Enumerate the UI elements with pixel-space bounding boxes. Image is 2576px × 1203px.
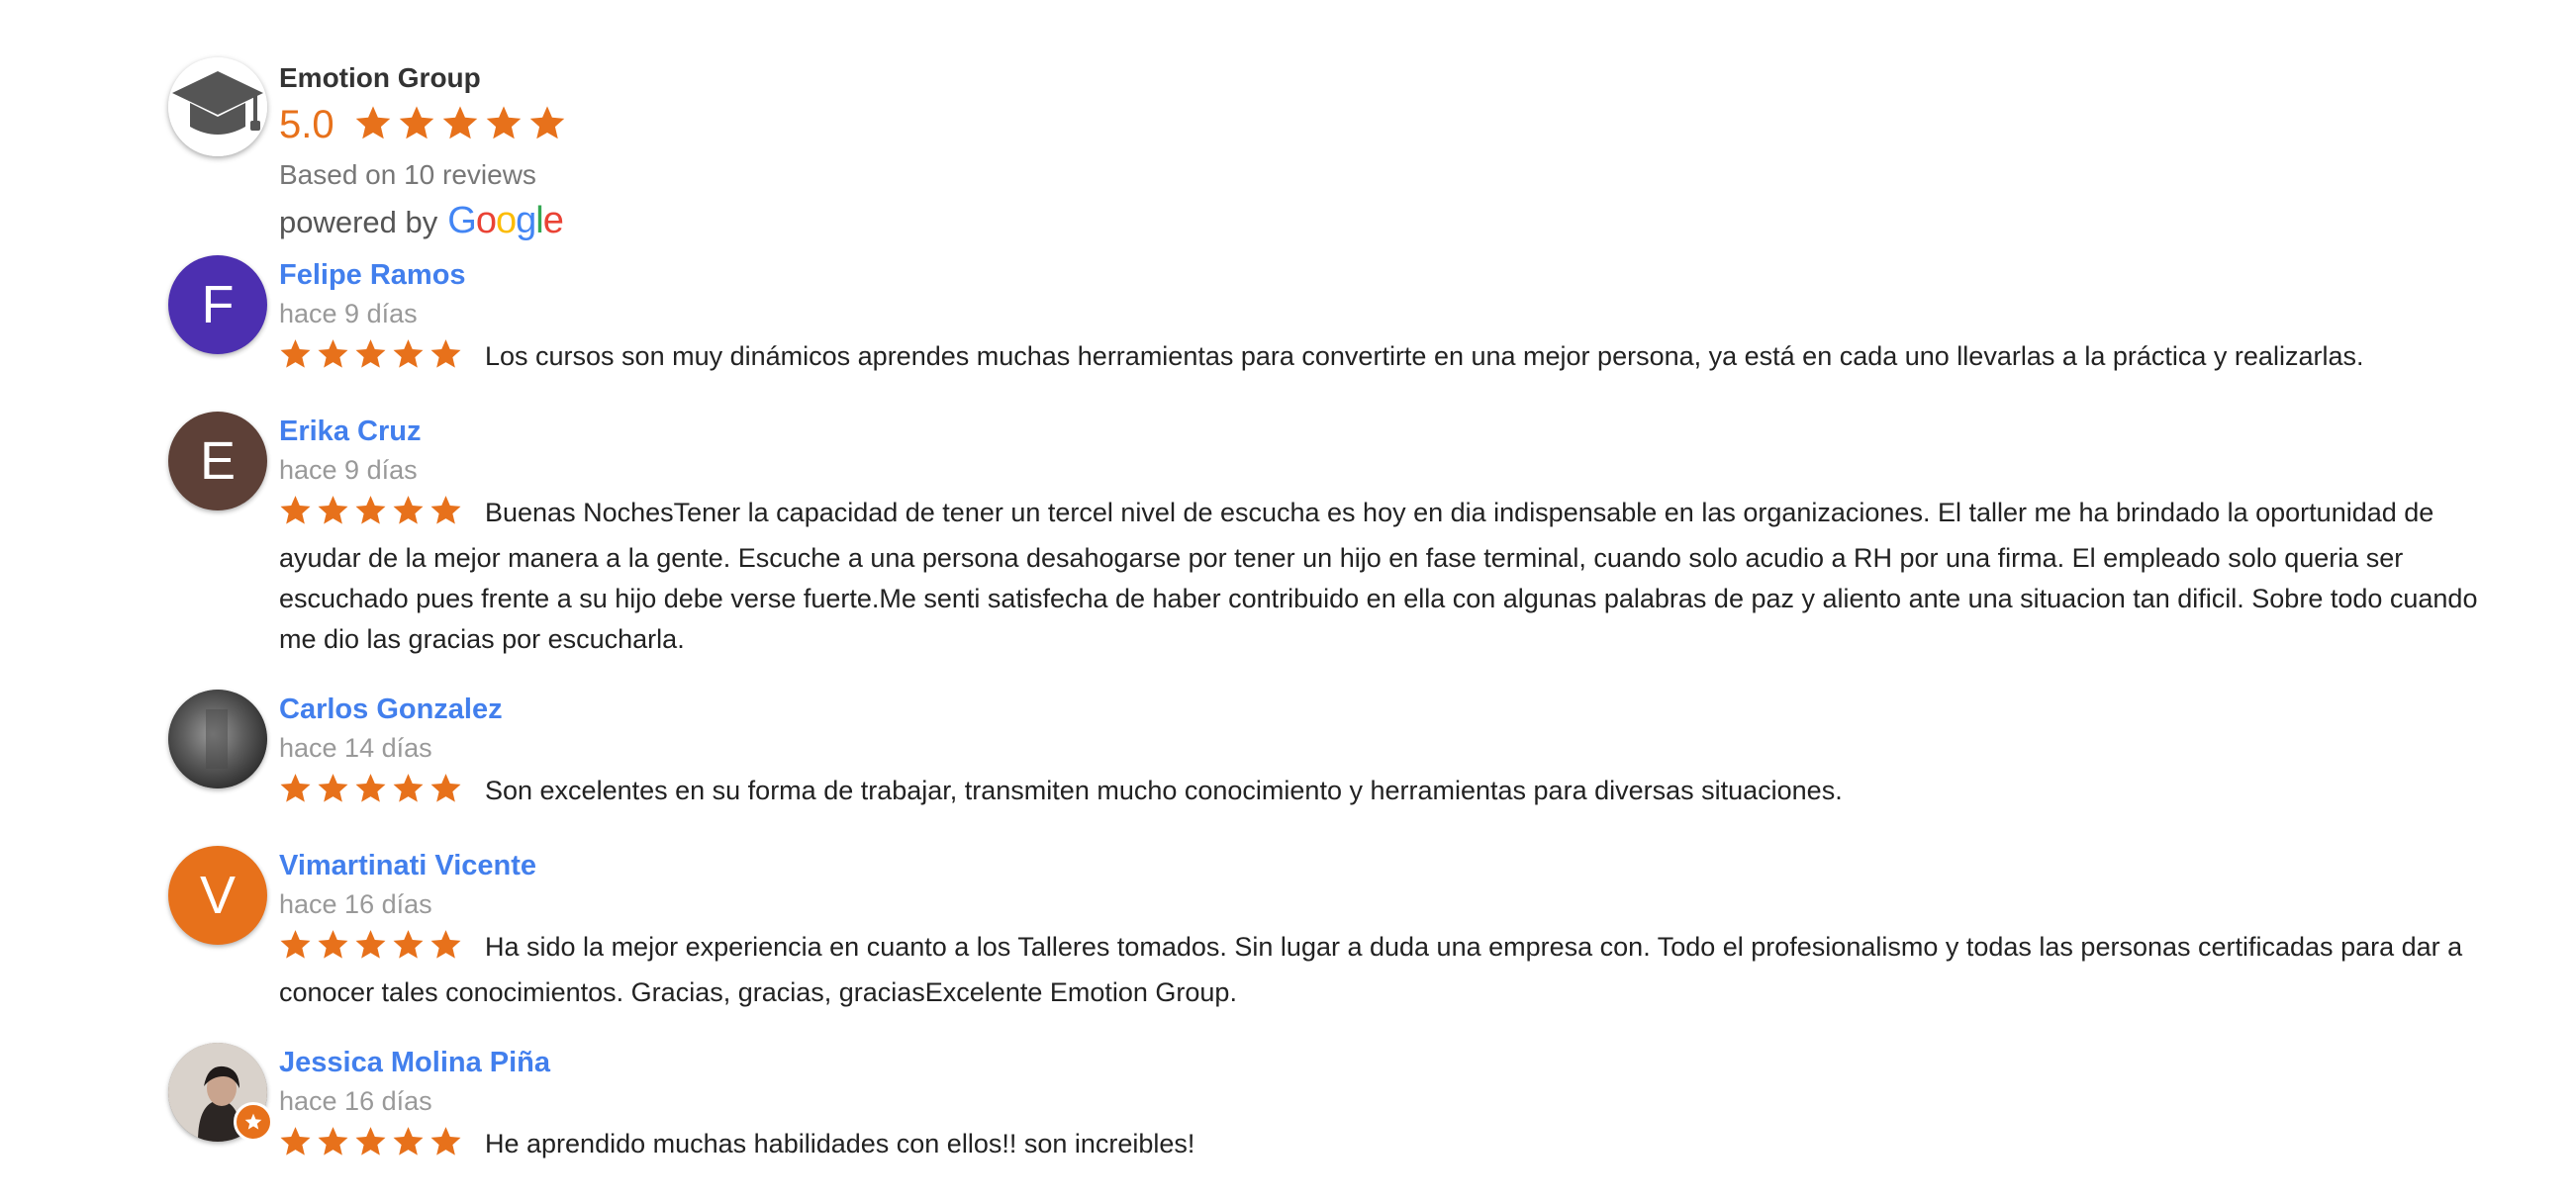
review-stars [279,1125,467,1169]
star-icon [441,104,479,141]
star-icon [429,1125,462,1157]
reviewer-avatar[interactable] [168,412,267,510]
star-icon [317,772,349,804]
star-icon [429,337,462,370]
profile-photo-icon [168,690,267,788]
review-item [168,846,2463,1013]
review-item [168,255,2405,382]
reviewer-name-link[interactable]: Carlos Gonzalez [279,694,503,725]
star-icon [528,104,566,141]
avatar-initial: E [199,431,237,491]
review-stars [279,772,467,816]
review-body [279,927,2516,1013]
review-time: hace 14 días [279,733,432,763]
powered-by-google[interactable] [279,200,572,243]
review-item [168,412,2478,660]
avatar-initial: F [201,275,235,334]
star-icon [317,1125,349,1157]
google-reviews-widget [168,57,2478,1169]
google-logo-letter: o [495,200,517,241]
star-icon [317,337,349,370]
review-body [279,493,2516,660]
star-icon [354,104,392,141]
rating-row [279,103,572,146]
review-text: Los cursos son muy dinámicos aprendes muchas herramientas para convertirte en una mejor persona, ya está en cada uno llevarlas a la práctica y realizarlas. [485,341,2364,371]
rating-stars [354,104,572,146]
review-text: Ha sido la mejor experiencia en cuanto a los Talleres tomados. Sin lugar a duda una empresa con. Todo el profesionalismo y todas las personas certificadas para dar a conocer tales conocimientos. Gracias, gracias, graciasExcelente Emotion Group. [279,932,2463,1007]
reviewer-avatar[interactable] [168,255,267,354]
star-icon [429,928,462,961]
star-icon [279,928,312,961]
star-icon [392,337,425,370]
star-icon [485,104,523,141]
review-time: hace 9 días [279,455,418,485]
based-on-count: Based on 10 reviews [279,159,536,190]
review-stars [279,928,467,972]
star-icon [279,494,312,526]
star-icon [354,1125,387,1157]
local-guide-badge-icon [234,1102,273,1142]
review-body [279,1124,2516,1169]
star-icon [429,494,462,526]
star-icon [279,1125,312,1157]
star-icon [392,494,425,526]
reviewer-name-link[interactable]: Vimartinati Vicente [279,850,537,881]
star-icon [429,772,462,804]
star-icon [354,772,387,804]
star-icon [279,772,312,804]
review-stars [279,337,467,382]
star-icon [392,1125,425,1157]
review-text: Son excelentes en su forma de trabajar, transmiten mucho conocimiento y herramientas para diversas situaciones. [485,776,1843,805]
star-icon [392,928,425,961]
powered-by-text: powered by [279,205,438,239]
review-text: Buenas NochesTener la capacidad de tener un tercel nivel de escucha es hoy en dia indispensable en las organizaciones. El taller me ha brindado la oportunidad de ayudar de la mejor manera a la gente. Escuche a una persona desahogarse por tener un hijo en fase terminal, cuando solo acudio a RH por una firma. El empleado solo queria ser escuchado pues frente a su hijo debe verse fuerte.Me senti satisfecha de haber contribuido en ella con algunas palabras de paz y aliento ante una situacion tan dificil. Sobre todo cuando me dio las gracias por escucharla. [279,498,2478,654]
place-name: Emotion Group [279,62,481,93]
star-icon [317,494,349,526]
place-summary [168,57,2405,255]
star-icon [317,928,349,961]
google-logo-letter: G [447,200,476,241]
review-stars [279,494,467,538]
star-icon [354,928,387,961]
star-icon [354,494,387,526]
review-item [168,1043,2405,1169]
review-time: hace 16 días [279,889,432,919]
google-logo-letter: g [516,200,536,241]
reviewer-avatar[interactable] [168,846,267,945]
graduation-cap-icon [168,57,267,156]
review-body [279,336,2516,382]
google-logo-letter: e [542,200,563,241]
star-icon [392,772,425,804]
google-logo-letter: l [535,200,543,241]
reviewer-name-link[interactable]: Erika Cruz [279,416,422,447]
reviewer-name-link[interactable]: Jessica Molina Piña [279,1047,551,1078]
star-icon [398,104,435,141]
star-icon [279,337,312,370]
star-icon [354,337,387,370]
review-list [168,255,2478,1169]
place-info [279,61,572,243]
google-logo [447,200,563,242]
reviewer-name-link[interactable]: Felipe Ramos [279,259,466,291]
place-avatar [168,57,267,156]
review-item [168,690,2405,816]
reviewer-avatar[interactable] [168,690,267,788]
review-text: He aprendido muchas habilidades con ellos!! son increibles! [485,1129,1195,1158]
review-time: hace 9 días [279,299,418,328]
avatar-initial: V [199,866,237,925]
review-time: hace 16 días [279,1086,432,1116]
google-logo-letter: o [475,200,496,241]
review-body [279,771,2516,816]
rating-value: 5.0 [279,103,334,146]
